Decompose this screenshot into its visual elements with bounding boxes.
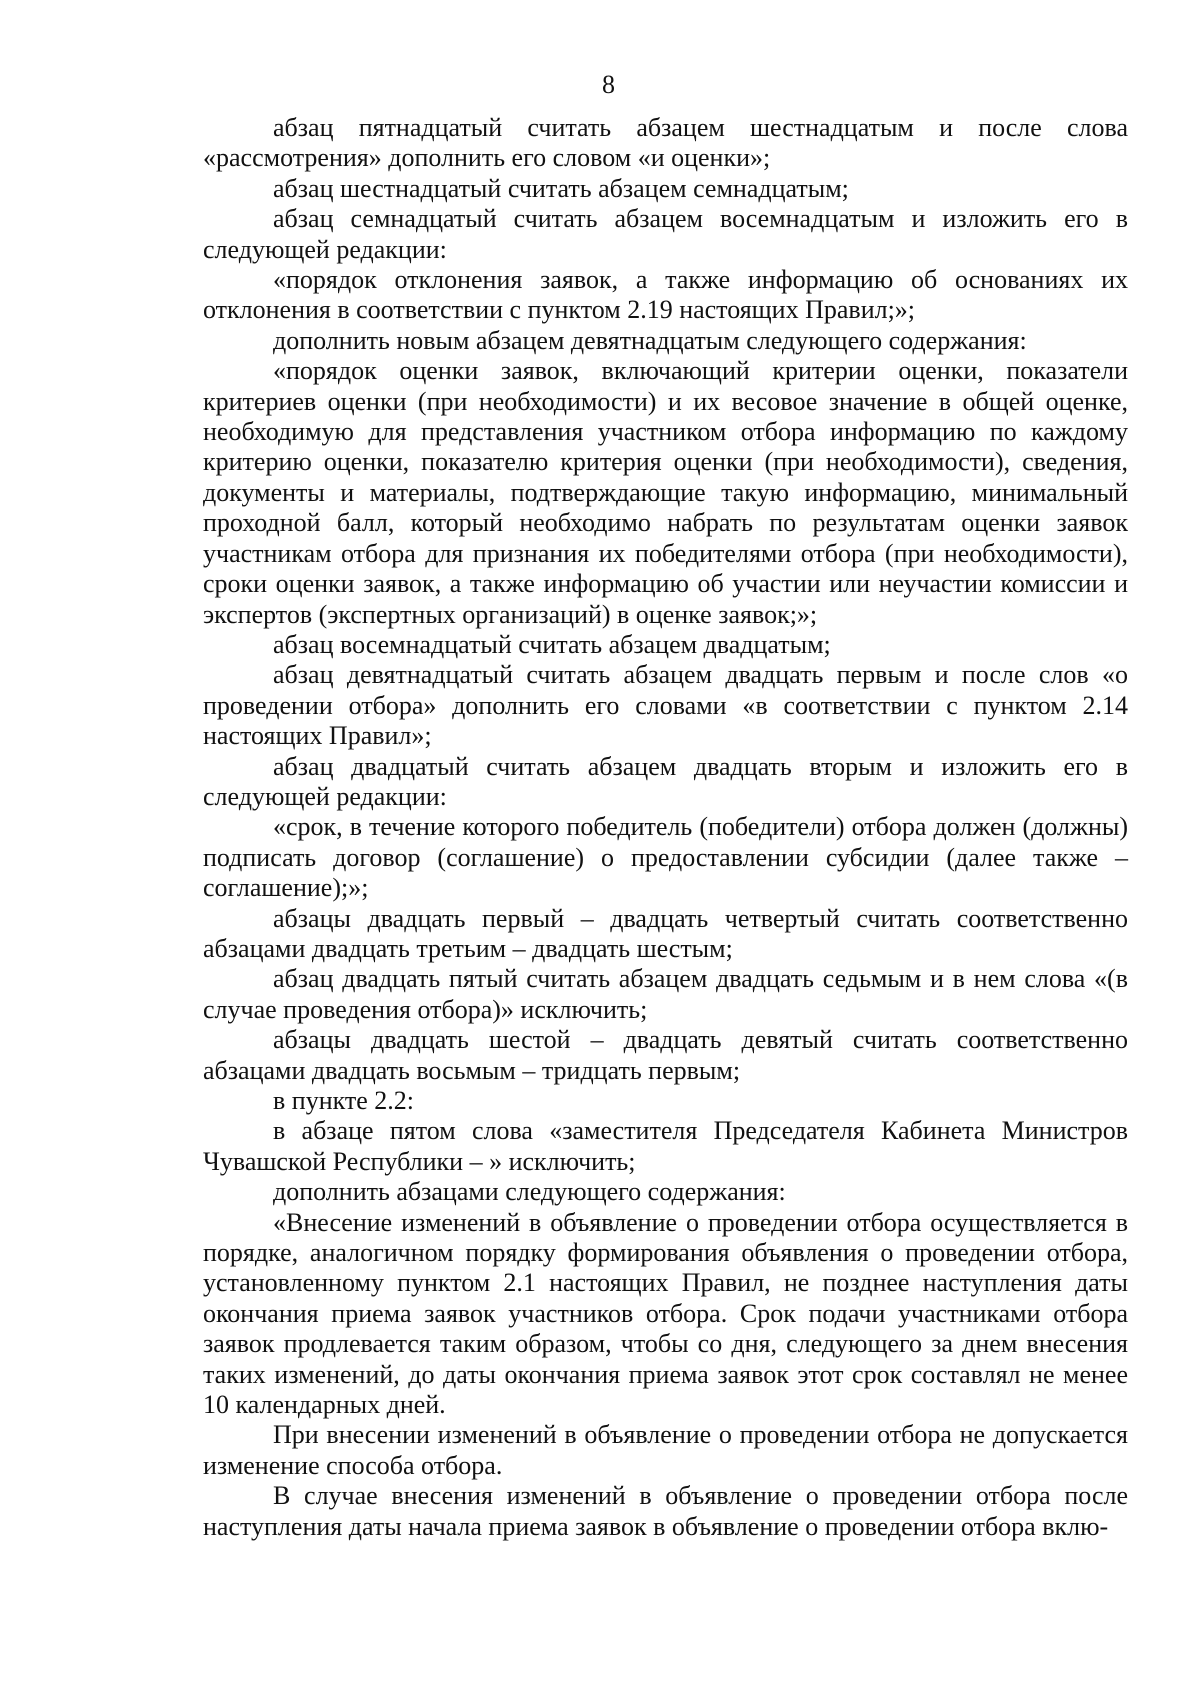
paragraph: абзацы двадцать первый – двадцать четвертый считать соответственно абзацами двадцать третьим – двадцать шестым;	[203, 903, 1128, 963]
document-body	[203, 113, 1128, 1542]
paragraph: абзац пятнадцатый считать абзацем шестнадцатым и после слова «рассмотрения» дополнить его словом «и оценки»;	[203, 113, 1128, 173]
paragraph: «срок, в течение которого победитель (победители) отбора должен (должны) подписать договор (соглашение) о предоставлении субсидии (далее также – соглашение);»;	[203, 812, 1128, 903]
paragraph: абзац двадцать пятый считать абзацем двадцать седьмым и в нем слова «(в случае проведения отбора)» исключить;	[203, 964, 1128, 1024]
paragraph: в абзаце пятом слова «заместителя Председателя Кабинета Министров Чувашской Республики – » исключить;	[203, 1116, 1128, 1176]
paragraph: абзац девятнадцатый считать абзацем двадцать первым и после слов «о проведении отбора» дополнить его словами «в соответствии с пунктом 2.14 настоящих Правил»;	[203, 660, 1128, 751]
page-number: 8	[602, 70, 615, 99]
paragraph: абзац двадцатый считать абзацем двадцать вторым и изложить его в следующей редакции:	[203, 751, 1128, 811]
paragraph: абзац восемнадцатый считать абзацем двадцатым;	[273, 629, 831, 659]
paragraph: абзац шестнадцатый считать абзацем семнадцатым;	[273, 173, 849, 203]
paragraph: дополнить абзацами следующего содержания:	[273, 1177, 786, 1207]
paragraph: абзац семнадцатый считать абзацем восемнадцатым и изложить его в следующей редакции:	[203, 204, 1128, 264]
paragraph: «Внесение изменений в объявление о проведении отбора осуществляется в порядке, аналогичном порядку формирования объявления о проведении отбора, установленному пунктом 2.1 настоящих Правил, не позднее наступления даты окончания приема заявок участников отбора. Срок подачи участниками отбора заявок продлевается таким образом, чтобы со дня, следующего за днем внесения таких изменений, до даты окончания приема заявок этот срок составлял не менее 10 календарных дней.	[203, 1207, 1128, 1420]
paragraph: В случае внесения изменений в объявление о проведении отбора после наступления даты начала приема заявок в объявление о проведении отбора вклю-	[203, 1481, 1128, 1541]
paragraph: При внесении изменений в объявление о проведении отбора не допускается изменение способа отбора.	[203, 1420, 1128, 1480]
paragraph: «порядок отклонения заявок, а также информацию об основаниях их отклонения в соответствии с пунктом 2.19 настоящих Правил;»;	[203, 265, 1128, 325]
paragraph: «порядок оценки заявок, включающий критерии оценки, показатели критериев оценки (при необходимости) и их весовое значение в общей оценке, необходимую для представления участником отбора информацию по каждому критерию оценки, показателю критерия оценки (при необходимости), сведения, документы и материалы, подтверждающие такую информацию, минимальный проходной балл, который необходимо набрать по результатам оценки заявок участникам отбора для признания их победителями отбора (при необходимости), сроки оценки заявок, а также информацию об участии или неучастии комиссии и экспертов (экспертных организаций) в оценке заявок;»;	[203, 356, 1128, 629]
paragraph: в пункте 2.2:	[273, 1086, 415, 1115]
paragraph: дополнить новым абзацем девятнадцатым следующего содержания:	[273, 325, 1027, 355]
paragraph: абзацы двадцать шестой – двадцать девятый считать соответственно абзацами двадцать восьмым – тридцать первым;	[203, 1025, 1128, 1085]
